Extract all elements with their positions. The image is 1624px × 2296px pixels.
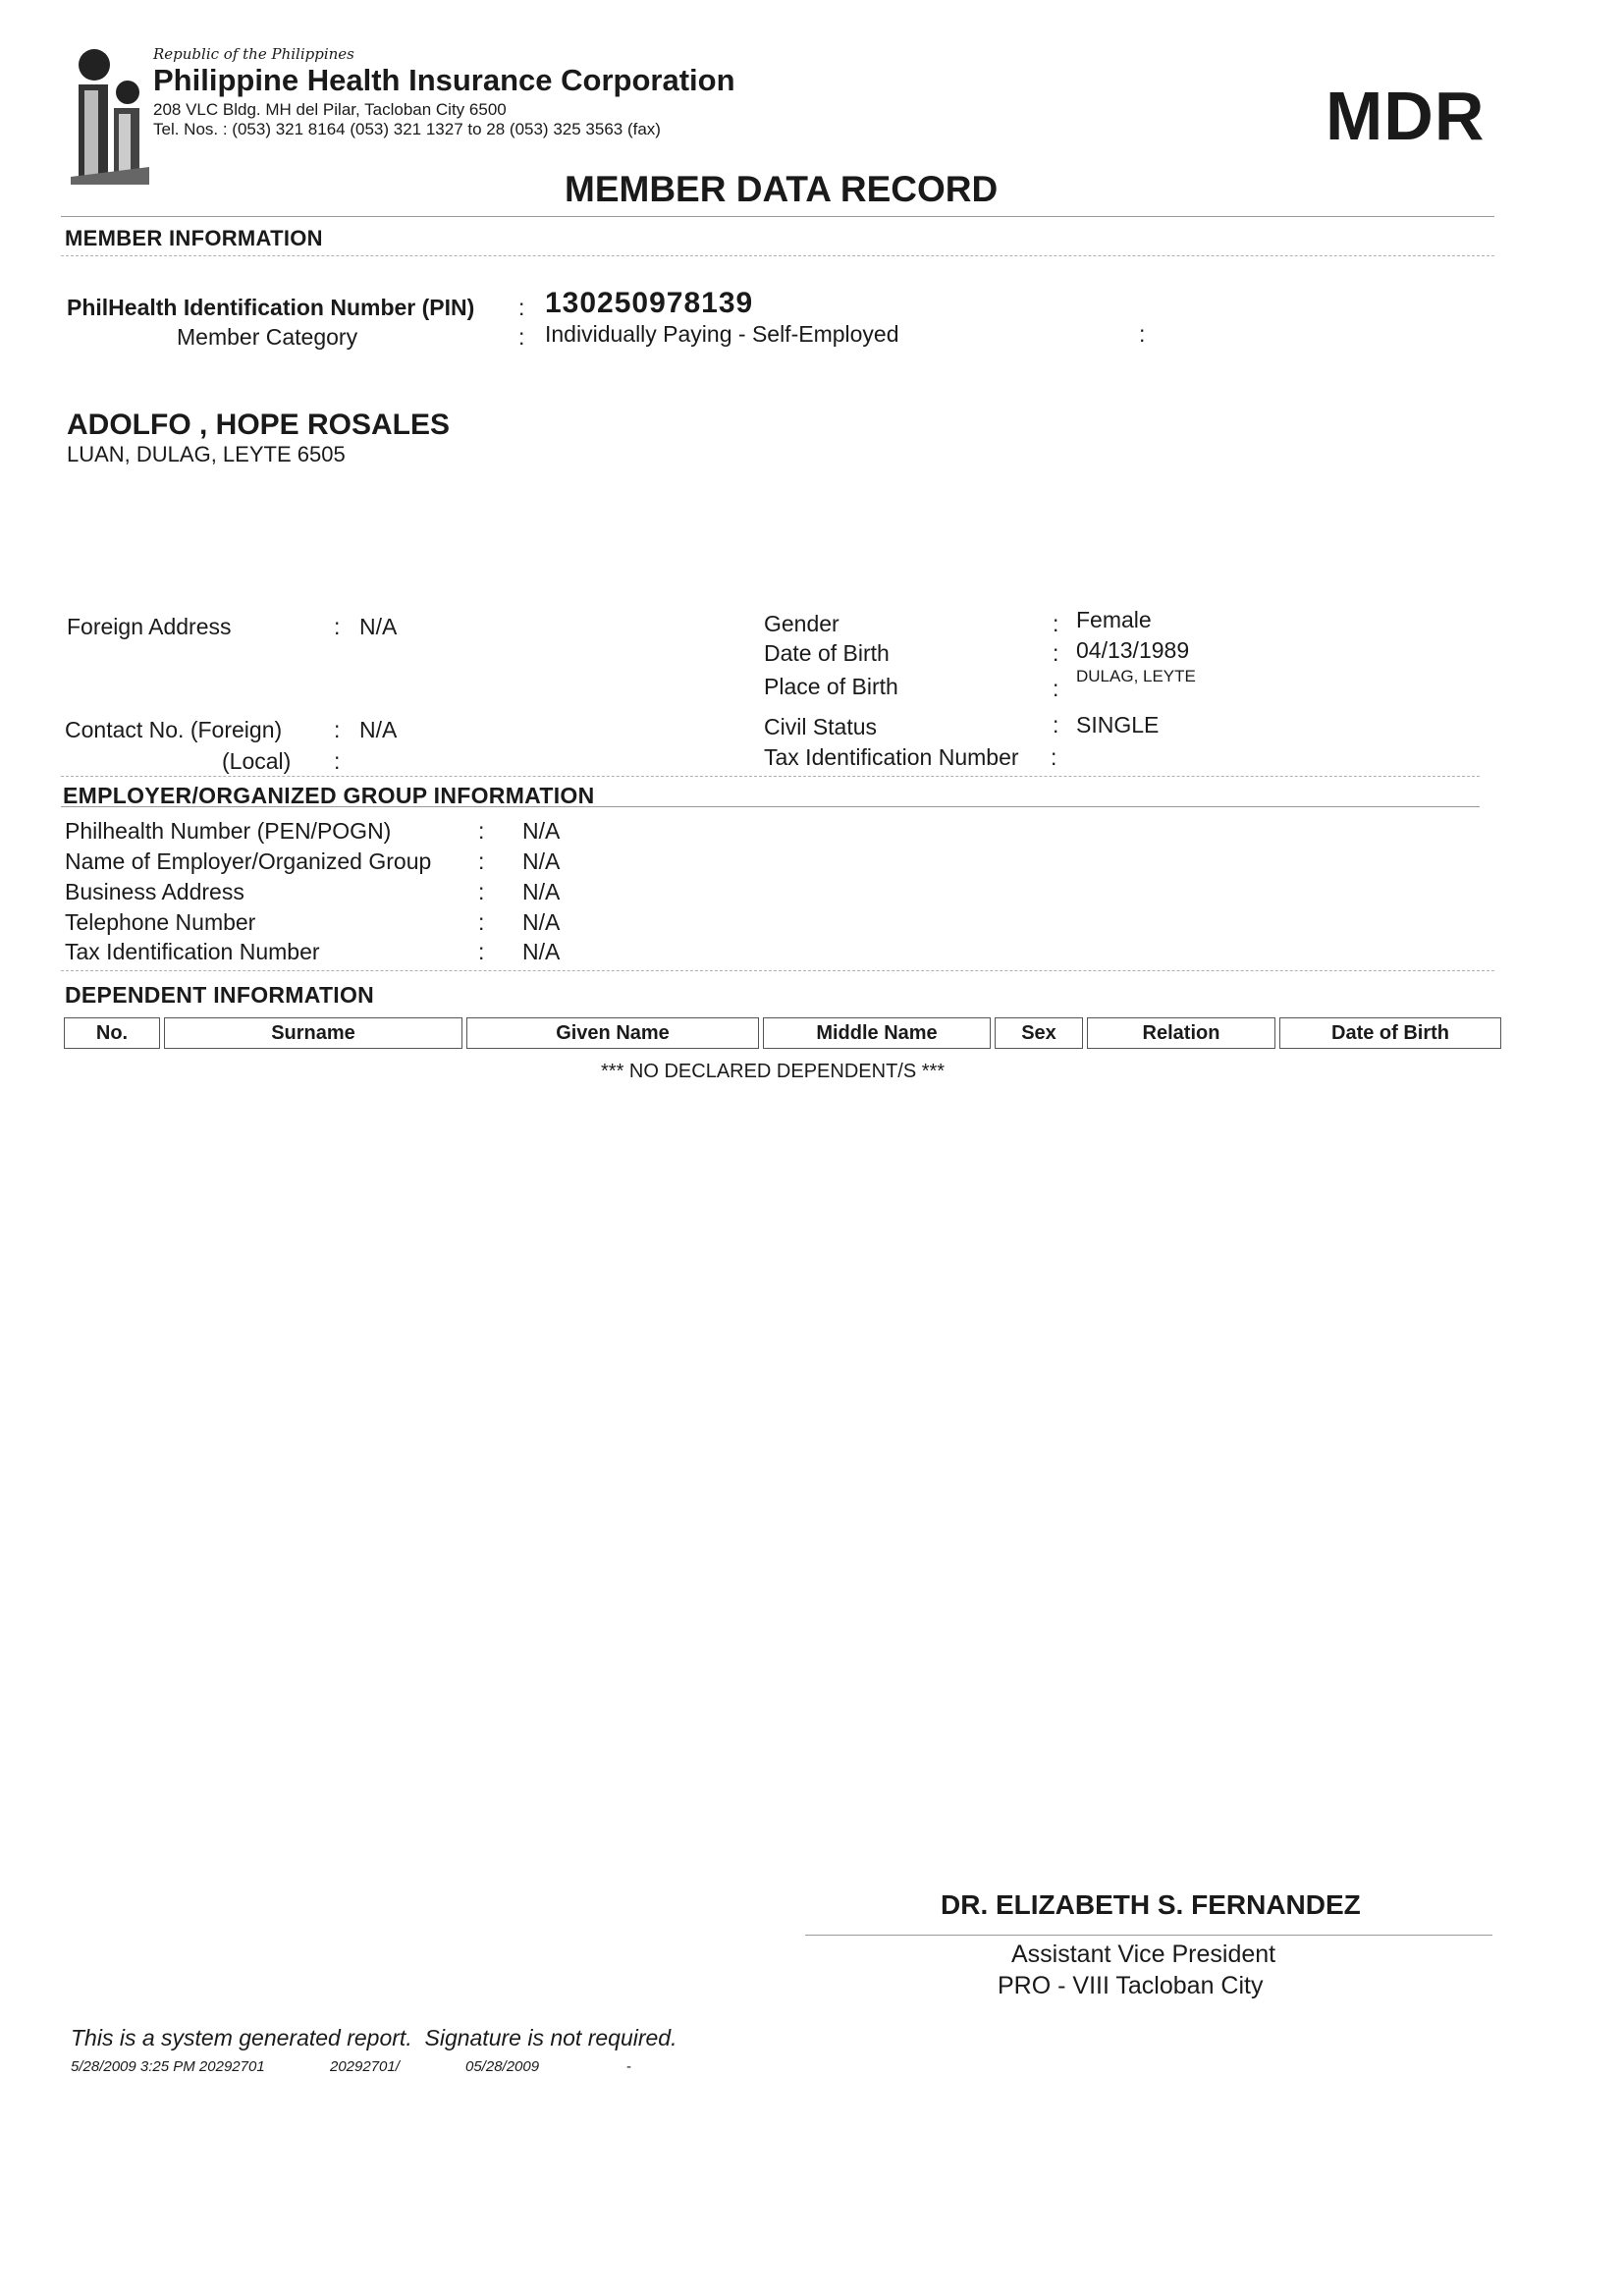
- dependents-table-header: [64, 1017, 1501, 1049]
- col-sex: Sex: [995, 1017, 1083, 1049]
- gender-value: Female: [1076, 607, 1152, 632]
- member-category-label: Member Category: [177, 324, 358, 350]
- civil-status-value: SINGLE: [1076, 712, 1160, 738]
- member-information-heading: MEMBER INFORMATION: [65, 226, 323, 250]
- footer-timestamp: 5/28/2009 3:25 PM 20292701: [71, 2058, 265, 2075]
- dob-value: 04/13/1989: [1076, 637, 1190, 663]
- footer-user-id: 20292701/: [330, 2058, 400, 2075]
- footer-date: 05/28/2009: [465, 2058, 540, 2075]
- member-address: LUAN, DULAG, LEYTE 6505: [67, 442, 346, 466]
- col-no: No.: [64, 1017, 160, 1049]
- foreign-address-value: N/A: [359, 614, 398, 639]
- col-surname: Surname: [164, 1017, 462, 1049]
- document-title: MEMBER DATA RECORD: [565, 169, 999, 209]
- telephone-number-value: N/A: [522, 909, 561, 935]
- col-middle-name: Middle Name: [763, 1017, 991, 1049]
- employer-name-label: Name of Employer/Organized Group: [65, 848, 432, 874]
- business-address-value: N/A: [522, 879, 561, 904]
- contact-foreign-value: N/A: [359, 717, 398, 742]
- org-name: Philippine Health Insurance Corporation: [153, 63, 735, 97]
- employer-pen-value: N/A: [522, 818, 561, 844]
- org-telephone: Tel. Nos. : (053) 321 8164 (053) 321 1327 to 28 (053) 325 3563 (fax): [153, 120, 661, 138]
- member-category-value: Individually Paying - Self-Employed: [545, 321, 899, 347]
- contact-local-label: (Local): [222, 748, 292, 774]
- no-dependents-message: *** NO DECLARED DEPENDENT/S ***: [601, 1061, 946, 1082]
- employer-information-heading: EMPLOYER/ORGANIZED GROUP INFORMATION: [63, 783, 595, 808]
- gender-label: Gender: [764, 611, 839, 636]
- document-code: MDR: [1326, 78, 1486, 154]
- employer-name-value: N/A: [522, 848, 561, 874]
- pin-value: 130250978139: [545, 287, 754, 319]
- employer-pen-label: Philhealth Number (PEN/POGN): [65, 818, 392, 844]
- dob-label: Date of Birth: [764, 640, 890, 666]
- pob-value: DULAG, LEYTE: [1076, 667, 1196, 685]
- col-date-of-birth: Date of Birth: [1279, 1017, 1501, 1049]
- col-given-name: Given Name: [466, 1017, 759, 1049]
- employer-tin-value: N/A: [522, 939, 561, 964]
- employer-tin-label: Tax Identification Number: [65, 939, 320, 964]
- foreign-address-label: Foreign Address: [67, 614, 232, 639]
- signatory-title: Assistant Vice President: [1011, 1941, 1276, 1968]
- col-relation: Relation: [1087, 1017, 1275, 1049]
- telephone-number-label: Telephone Number: [65, 909, 256, 935]
- system-generated-note: This is a system generated report. Signature is not required.: [71, 2025, 677, 2050]
- contact-foreign-label: Contact No. (Foreign): [65, 717, 283, 742]
- member-name: ADOLFO , HOPE ROSALES: [67, 409, 451, 441]
- business-address-label: Business Address: [65, 879, 244, 904]
- signatory-name: DR. ELIZABETH S. FERNANDEZ: [941, 1889, 1361, 1920]
- dependent-information-heading: DEPENDENT INFORMATION: [65, 982, 375, 1008]
- republic-label: Republic of the Philippines: [153, 45, 354, 63]
- civil-status-label: Civil Status: [764, 714, 878, 739]
- signatory-office: PRO - VIII Tacloban City: [998, 1972, 1264, 1999]
- tin-label: Tax Identification Number: [764, 744, 1019, 770]
- pob-label: Place of Birth: [764, 674, 898, 699]
- org-address: 208 VLC Bldg. MH del Pilar, Tacloban City 6500: [153, 100, 507, 119]
- footer-dash: -: [626, 2058, 631, 2075]
- philhealth-logo: [67, 47, 153, 187]
- pin-label: PhilHealth Identification Number (PIN): [67, 295, 475, 320]
- dependents-table: [60, 1017, 1505, 1049]
